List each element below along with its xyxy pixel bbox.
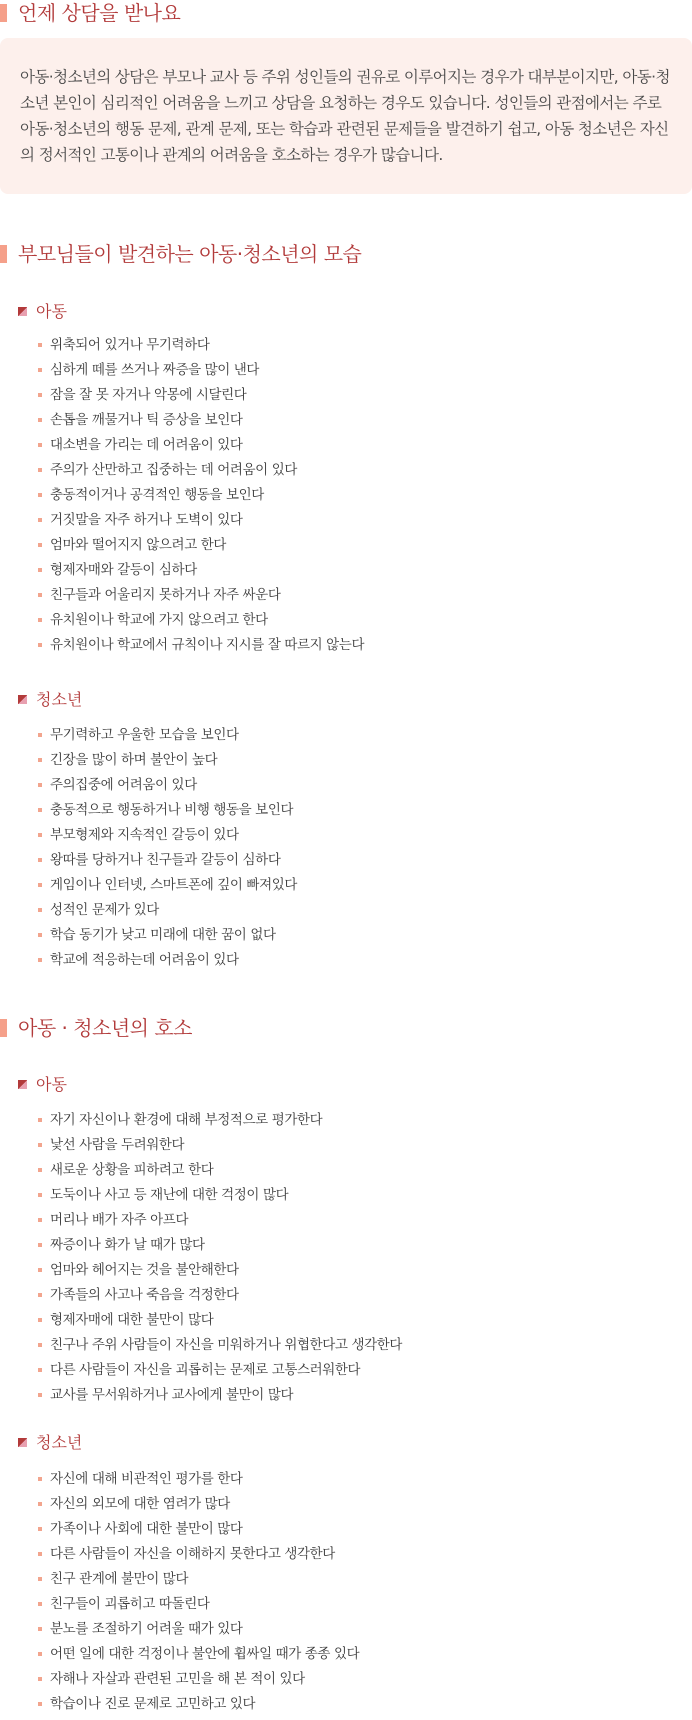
bullet-icon [38, 933, 42, 937]
subheading-teen [18, 689, 82, 711]
list-item [36, 1358, 676, 1383]
section-title-appeal [0, 1015, 192, 1041]
list-item [36, 358, 676, 383]
subheading-teen [18, 1432, 82, 1454]
list-item-text: 심하게 떼를 쓰거나 짜증을 많이 낸다 [50, 362, 260, 378]
list-item [36, 798, 676, 823]
bullet-icon [38, 1652, 42, 1656]
list-item [36, 1208, 676, 1233]
title-bar-marker [0, 245, 7, 263]
section-title-parents [0, 241, 361, 267]
list-item [36, 433, 676, 458]
subheading-text: 청소년 [36, 1433, 83, 1452]
section-title-text: 언제 상담을 받나요 [18, 1, 181, 25]
list-item [36, 1642, 676, 1667]
list-item-text: 형제자매와 갈등이 심하다 [50, 562, 197, 578]
list-item-text: 엄마와 떨어지지 않으려고 한다 [50, 537, 227, 553]
bullet-icon [38, 758, 42, 762]
list-item-text: 충동적이거나 공격적인 행동을 보인다 [50, 487, 264, 503]
list-item-text: 낯선 사람을 두려워한다 [50, 1137, 185, 1153]
bullet-icon [38, 618, 42, 622]
list-item-text: 거짓말을 자주 하거나 도벽이 있다 [50, 512, 243, 528]
square-bullet-icon [18, 1438, 27, 1447]
title-bar-marker [0, 4, 7, 22]
list-item-text: 무기력하고 우울한 모습을 보인다 [50, 727, 239, 743]
section-title-text: 부모님들이 발견하는 아동·청소년의 모습 [18, 242, 362, 266]
list-item [36, 773, 676, 798]
list-item [36, 1283, 676, 1308]
bullet-icon [38, 1143, 42, 1147]
bullet-icon [38, 1393, 42, 1397]
subheading-child [18, 301, 67, 323]
list-item-text: 학교에 적응하는데 어려움이 있다 [50, 952, 239, 968]
section-title-text: 아동 · 청소년의 호소 [18, 1016, 192, 1040]
list-item [36, 1258, 676, 1283]
list-item [36, 823, 676, 848]
bullet-icon [38, 833, 42, 837]
bullet-icon [38, 568, 42, 572]
list-item-text: 다른 사람들이 자신을 괴롭히는 문제로 고통스러워한다 [50, 1362, 361, 1378]
list-item [36, 558, 676, 583]
list-item [36, 508, 676, 533]
list-item [36, 748, 676, 773]
bullet-icon [38, 593, 42, 597]
list-item [36, 923, 676, 948]
list-item [36, 583, 676, 608]
list-item-text: 대소변을 가리는 데 어려움이 있다 [50, 437, 243, 453]
bullet-icon [38, 1527, 42, 1531]
list-item-text: 주의집중에 어려움이 있다 [50, 777, 197, 793]
list-item-text: 분노를 조절하기 어려울 때가 있다 [50, 1621, 243, 1637]
list-item-text: 잠을 잘 못 자거나 악몽에 시달린다 [50, 387, 247, 403]
intro-box [0, 38, 692, 194]
list-item-text: 친구 관계에 불만이 많다 [50, 1571, 189, 1587]
bullet-icon [38, 808, 42, 812]
bullet-icon [38, 468, 42, 472]
list-item-text: 자기 자신이나 환경에 대해 부정적으로 평가한다 [50, 1112, 323, 1128]
list-item [36, 1233, 676, 1258]
list-appeal-teen [36, 1467, 676, 1717]
list-item [36, 1667, 676, 1692]
intro-text: 아동·청소년의 상담은 부모나 교사 등 주위 성인들의 권유로 이루어지는 경우가 대부분이지만, 아동·청소년 본인이 심리적인 어려움을 느끼고 상담을 요청하는 경우도 있습니다. 성인들의 관점에서는 주로 아동·청소년의 행동 문제, 관계 문제, 또는 학습과 관련된 문제들을 발견하기 쉽고, 아동 청소년은 자신의 정서적인 고통이나 관계의 어려움을 호소하는 경우가 많습니다. [20, 68, 670, 164]
subheading-text: 아동 [36, 302, 67, 321]
list-item-text: 친구들과 어울리지 못하거나 자주 싸운다 [50, 587, 281, 603]
list-item-text: 엄마와 헤어지는 것을 불안해한다 [50, 1262, 239, 1278]
bullet-icon [38, 368, 42, 372]
list-item [36, 1308, 676, 1333]
list-item [36, 1592, 676, 1617]
list-item [36, 1133, 676, 1158]
list-item [36, 898, 676, 923]
bullet-icon [38, 958, 42, 962]
list-item [36, 1692, 676, 1717]
bullet-icon [38, 1552, 42, 1556]
list-item [36, 848, 676, 873]
list-item-text: 교사를 무서워하거나 교사에게 불만이 많다 [50, 1387, 294, 1403]
list-item [36, 533, 676, 558]
bullet-icon [38, 343, 42, 347]
bullet-icon [38, 493, 42, 497]
list-item [36, 633, 676, 658]
bullet-icon [38, 1193, 42, 1197]
bullet-icon [38, 1118, 42, 1122]
list-item-text: 가족이나 사회에 대한 불만이 많다 [50, 1521, 243, 1537]
bullet-icon [38, 1627, 42, 1631]
bullet-icon [38, 1577, 42, 1581]
bullet-icon [38, 1477, 42, 1481]
list-parents-child [36, 333, 676, 658]
list-appeal-child [36, 1108, 676, 1408]
list-item [36, 1383, 676, 1408]
subheading-text: 청소년 [36, 690, 83, 709]
list-item [36, 1333, 676, 1358]
bullet-icon [38, 643, 42, 647]
list-parents-teen [36, 723, 676, 973]
list-item [36, 408, 676, 433]
list-item [36, 873, 676, 898]
bullet-icon [38, 1702, 42, 1706]
list-item-text: 머리나 배가 자주 아프다 [50, 1212, 189, 1228]
bullet-icon [38, 908, 42, 912]
list-item-text: 게임이나 인터넷, 스마트폰에 깊이 빠져있다 [50, 877, 297, 893]
list-item-text: 위축되어 있거나 무기력하다 [50, 337, 210, 353]
list-item [36, 1542, 676, 1567]
list-item-text: 유치원이나 학교에 가지 않으려고 한다 [50, 612, 268, 628]
list-item-text: 성적인 문제가 있다 [50, 902, 159, 918]
list-item [36, 1108, 676, 1133]
bullet-icon [38, 443, 42, 447]
list-item [36, 1492, 676, 1517]
list-item-text: 유치원이나 학교에서 규칙이나 지시를 잘 따르지 않는다 [50, 637, 365, 653]
list-item [36, 1517, 676, 1542]
bullet-icon [38, 1168, 42, 1172]
bullet-icon [38, 1268, 42, 1272]
list-item-text: 주의가 산만하고 집중하는 데 어려움이 있다 [50, 462, 297, 478]
list-item-text: 충동적으로 행동하거나 비행 행동을 보인다 [50, 802, 294, 818]
bullet-icon [38, 543, 42, 547]
list-item-text: 친구나 주위 사람들이 자신을 미워하거나 위협한다고 생각한다 [50, 1337, 403, 1353]
bullet-icon [38, 883, 42, 887]
list-item-text: 새로운 상황을 피하려고 한다 [50, 1162, 214, 1178]
list-item [36, 483, 676, 508]
list-item-text: 다른 사람들이 자신을 이해하지 못한다고 생각한다 [50, 1546, 335, 1562]
bullet-icon [38, 418, 42, 422]
list-item [36, 333, 676, 358]
bullet-icon [38, 1677, 42, 1681]
bullet-icon [38, 783, 42, 787]
square-bullet-icon [18, 695, 27, 704]
bullet-icon [38, 1343, 42, 1347]
list-item-text: 자신의 외모에 대한 염려가 많다 [50, 1496, 230, 1512]
list-item-text: 친구들이 괴롭히고 따돌린다 [50, 1596, 210, 1612]
bullet-icon [38, 858, 42, 862]
list-item [36, 608, 676, 633]
bullet-icon [38, 1218, 42, 1222]
list-item [36, 1467, 676, 1492]
bullet-icon [38, 393, 42, 397]
square-bullet-icon [18, 1080, 27, 1089]
list-item-text: 가족들의 사고나 죽음을 걱정한다 [50, 1287, 239, 1303]
list-item-text: 부모형제와 지속적인 갈등이 있다 [50, 827, 239, 843]
bullet-icon [38, 518, 42, 522]
list-item-text: 도둑이나 사고 등 재난에 대한 걱정이 많다 [50, 1187, 289, 1203]
list-item-text: 긴장을 많이 하며 불안이 높다 [50, 752, 218, 768]
list-item-text: 왕따를 당하거나 친구들과 갈등이 심하다 [50, 852, 281, 868]
bullet-icon [38, 1243, 42, 1247]
list-item-text: 손톱을 깨물거나 틱 증상을 보인다 [50, 412, 243, 428]
bullet-icon [38, 1368, 42, 1372]
list-item [36, 1158, 676, 1183]
list-item-text: 자해나 자살과 관련된 고민을 해 본 적이 있다 [50, 1671, 305, 1687]
list-item [36, 1567, 676, 1592]
bullet-icon [38, 1502, 42, 1506]
list-item [36, 1617, 676, 1642]
list-item-text: 어떤 일에 대한 걱정이나 불안에 휩싸일 때가 종종 있다 [50, 1646, 360, 1662]
bullet-icon [38, 1318, 42, 1322]
list-item-text: 자신에 대해 비관적인 평가를 한다 [50, 1471, 243, 1487]
subheading-text: 아동 [36, 1075, 67, 1094]
section-title-when [0, 0, 180, 26]
bullet-icon [38, 733, 42, 737]
list-item-text: 형제자매에 대한 불만이 많다 [50, 1312, 214, 1328]
list-item-text: 짜증이나 화가 날 때가 많다 [50, 1237, 205, 1253]
list-item-text: 학습이나 진로 문제로 고민하고 있다 [50, 1696, 256, 1712]
list-item [36, 723, 676, 748]
title-bar-marker [0, 1019, 7, 1037]
list-item [36, 458, 676, 483]
subheading-child [18, 1074, 67, 1096]
list-item [36, 383, 676, 408]
list-item [36, 1183, 676, 1208]
list-item-text: 학습 동기가 낮고 미래에 대한 꿈이 없다 [50, 927, 276, 943]
bullet-icon [38, 1602, 42, 1606]
square-bullet-icon [18, 307, 27, 316]
list-item [36, 948, 676, 973]
bullet-icon [38, 1293, 42, 1297]
